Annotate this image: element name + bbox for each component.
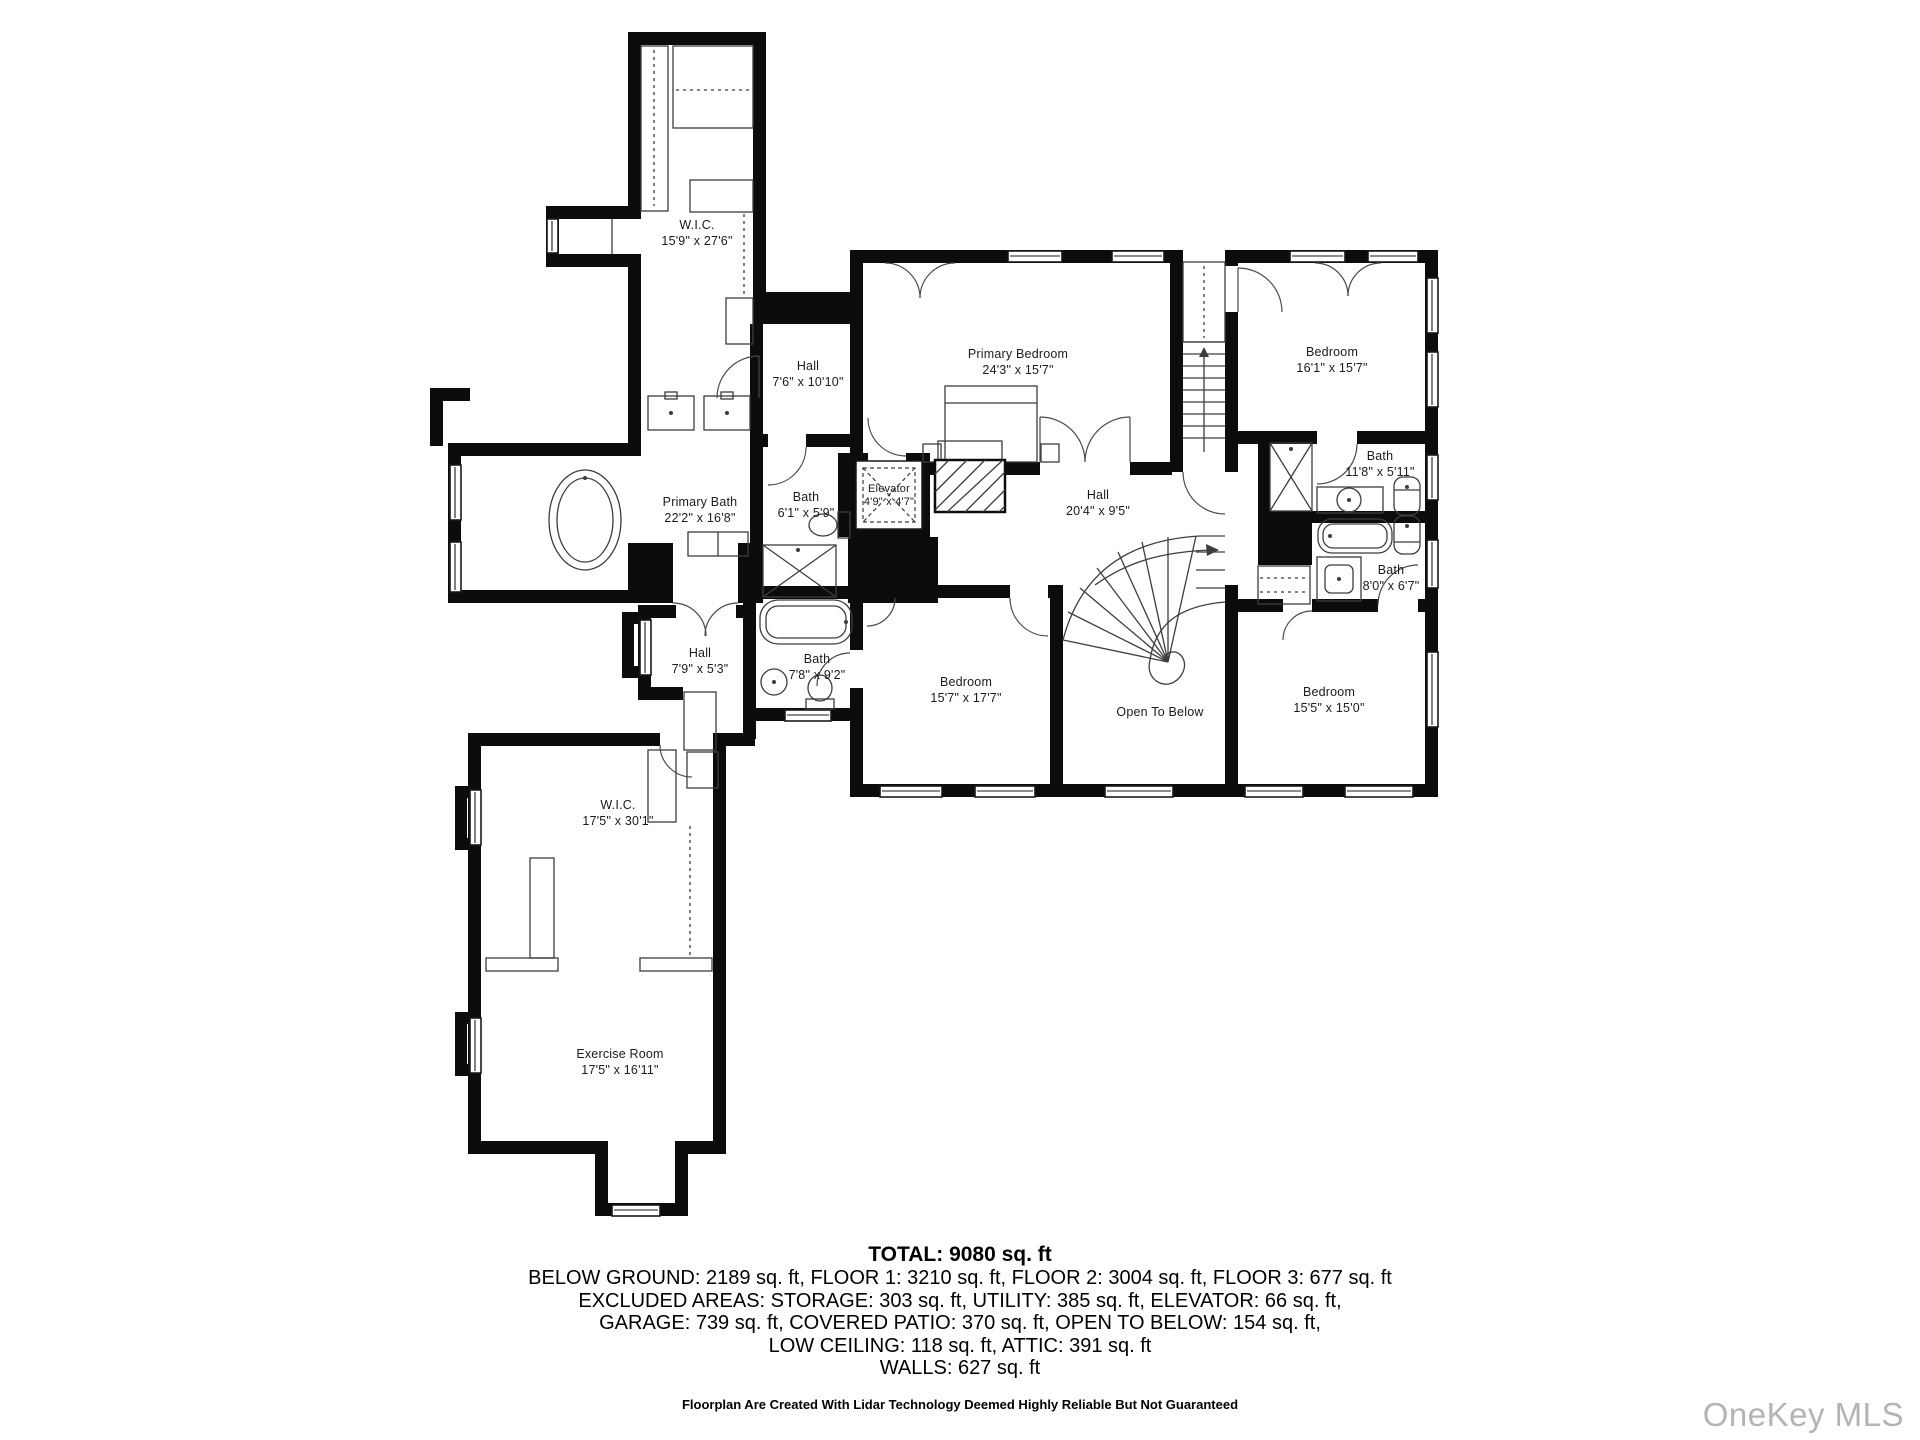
low-ceiling-attic-line: LOW CEILING: 118 sq. ft, ATTIC: 391 sq. ft xyxy=(768,1334,1152,1357)
garage-patio-line: GARAGE: 739 sq. ft, COVERED PATIO: 370 sq. ft, OPEN TO BELOW: 154 sq. ft, xyxy=(599,1312,1321,1334)
lidar-disclaimer: Floorplan Are Created With Lidar Technology Deemed Highly Reliable But Not Guaranteed xyxy=(681,1396,1239,1412)
room-label-open-to-below: Open To Below xyxy=(1116,705,1204,719)
room-label-hall-upper: Hall 7'6" x 10'10" xyxy=(772,359,844,389)
watermark-onekey-mls: OneKey MLS xyxy=(1702,1396,1904,1433)
room-label-bedroom-bottom-right: Bedroom 15'5" x 15'0" xyxy=(1293,685,1365,715)
room-label-hall-center: Hall 20'4" x 9'5" xyxy=(1065,488,1131,518)
room-label-bedroom-top-right: Bedroom 16'1" x 15'7" xyxy=(1296,345,1368,375)
floors-area-line: BELOW GROUND: 2189 sq. ft, FLOOR 1: 3210 sq. ft, FLOOR 2: 3004 sq. ft, FLOOR 3: 677 sq. ft xyxy=(528,1267,1392,1289)
walls-line: WALLS: 627 sq. ft xyxy=(879,1357,1041,1379)
room-label-elevator: Elevator 4'9" x 4'7" xyxy=(863,483,915,508)
room-label-exercise-room: Exercise Room 17'5" x 16'11" xyxy=(576,1047,664,1077)
area-summary xyxy=(0,1243,1920,1412)
room-label-hall-lower-left: Hall 7'9" x 5'3" xyxy=(671,646,729,676)
room-label-wic-top: W.I.C. 15'9" x 27'6" xyxy=(661,218,733,248)
excluded-areas-line: EXCLUDED AREAS: STORAGE: 303 sq. ft, UTILITY: 385 sq. ft, ELEVATOR: 66 sq. ft, xyxy=(578,1289,1342,1312)
room-label-bedroom-bottom-center: Bedroom 15'7" x 17'7" xyxy=(930,675,1002,705)
room-label-primary-bedroom: Primary Bedroom 24'3" x 15'7" xyxy=(967,347,1069,377)
room-label-wic-lower: W.I.C. 17'5" x 30'1" xyxy=(582,798,654,828)
room-label-bath-lower: Bath 7'8" x 9'2" xyxy=(788,652,846,682)
room-label-primary-bath: Primary Bath 22'2" x 16'8" xyxy=(662,495,738,525)
room-label-bath-right-upper: Bath 11'8" x 5'11" xyxy=(1345,449,1415,479)
room-label-bath-small: Bath 6'1" x 5'9" xyxy=(777,490,835,520)
total-area-line: TOTAL: 9080 sq. ft xyxy=(868,1243,1052,1266)
room-label-bath-right-lower: Bath 8'0" x 6'7" xyxy=(1362,563,1420,593)
